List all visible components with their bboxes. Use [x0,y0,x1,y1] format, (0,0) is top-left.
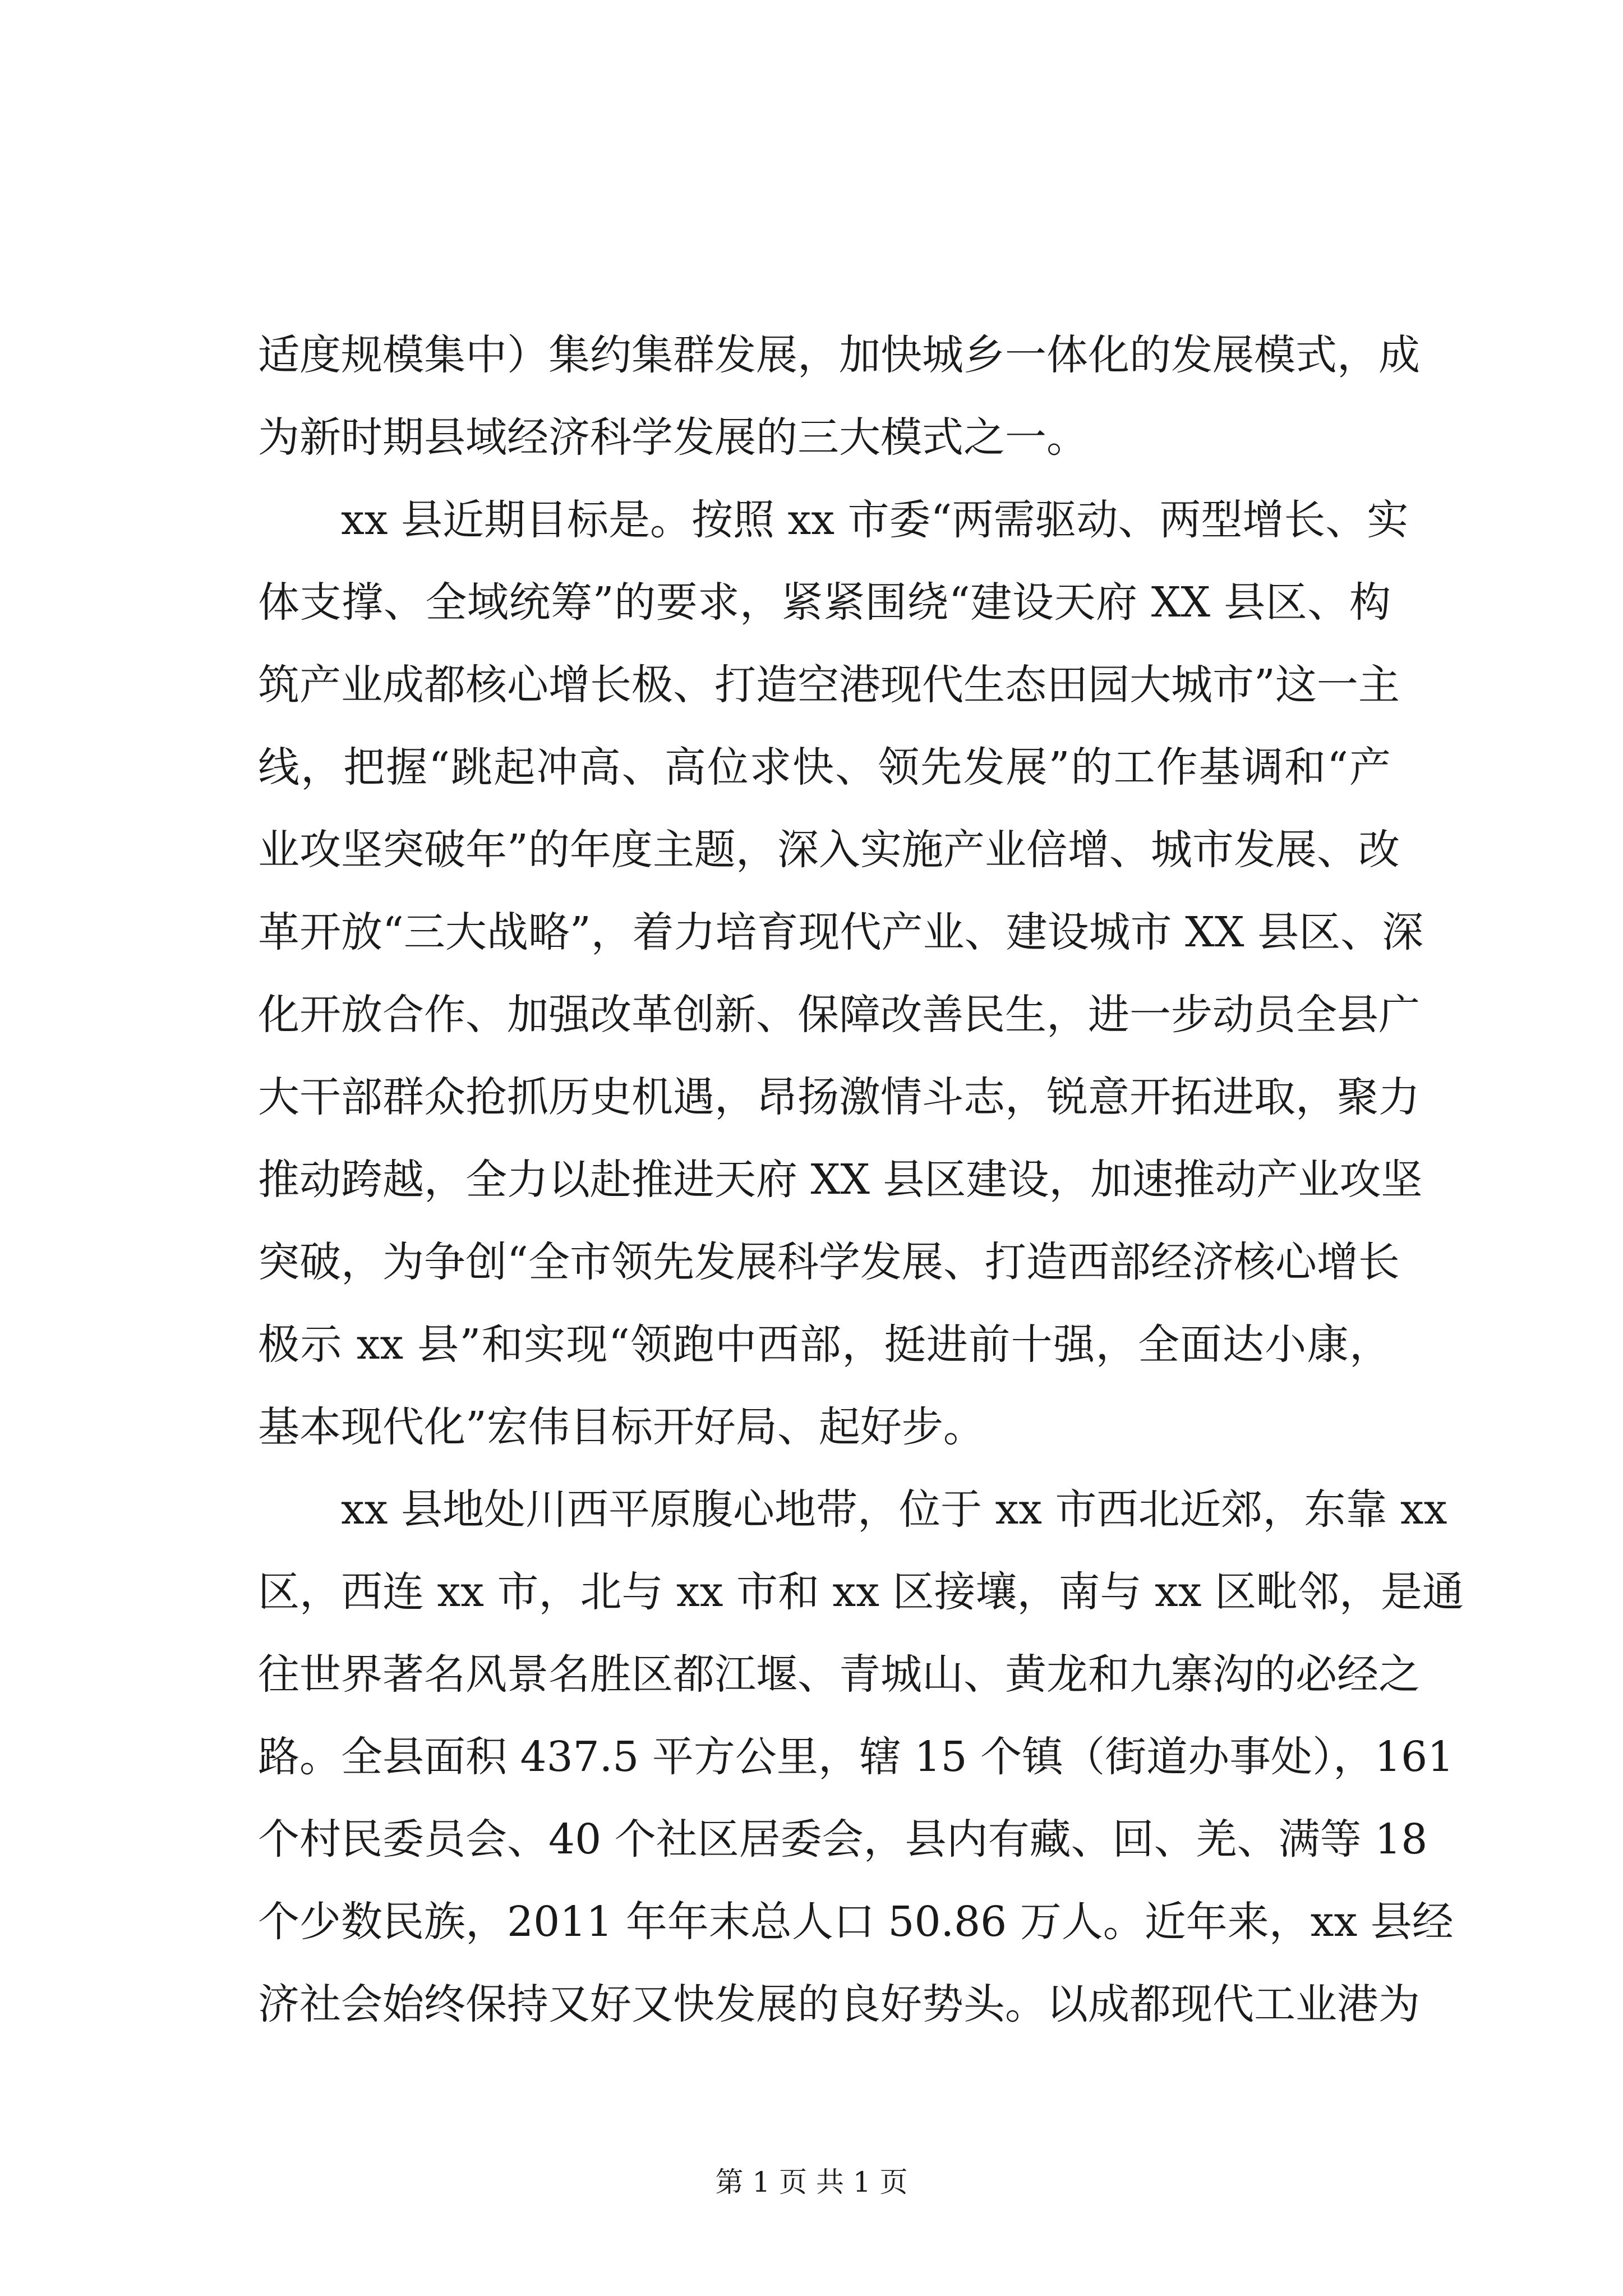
text-line: 业攻坚突破年”的年度主题，深入实施产业倍增、城市发展、改 [258,826,1400,874]
text-line: 体支撑、全域统筹”的要求，紧紧围绕“建设天府 XX 县区、构 [258,578,1391,627]
text-line: 适度规模集中）集约集群发展，加快城乡一体化的发展模式，成 [258,331,1420,379]
text-line: 化开放合作、加强改革创新、保障改善民生，进一步动员全县广 [258,991,1420,1039]
text-line: 突破，为争创“全市领先发展科学发展、打造西部经济核心增长 [258,1238,1400,1286]
text-line: 路。全县面积 437.5 平方公里，辖 15 个镇（街道办事处），161 [258,1733,1454,1781]
text-line: 济社会始终保持又好又快发展的良好势头。以成都现代工业港为 [258,1980,1420,2028]
paragraph-2 [258,479,1424,1469]
page-footer: 第 1 页 共 1 页 [715,2166,908,2198]
text-line: 为新时期县域经济科学发展的三大模式之一。 [258,413,1088,462]
text-line: 筑产业成都核心增长极、打造空港现代生态田园大城市”这一主 [258,661,1400,709]
text-line: 大干部群众抢抓历史机遇，昂扬激情斗志，锐意开拓进取，聚力 [258,1073,1420,1121]
text-line: 往世界著名风景名胜区都江堰、青城山、黄龙和九寨沟的必经之 [258,1650,1420,1699]
text-line: xx 县地处川西平原腹心地带，位于 xx 市西北近郊，东靠 xx [341,1485,1447,1534]
text-line: 基本现代化”宏伟目标开好局、起好步。 [258,1403,985,1451]
text-line: 个村民委员会、40 个社区居委会，县内有藏、回、羌、满等 18 [258,1815,1428,1864]
paragraph-1 [258,314,1420,479]
document-body [258,314,1464,2046]
text-line: 极示 xx 县”和实现“领跑中西部，挺进前十强，全面达小康， [258,1320,1391,1369]
text-line: 线，把握“跳起冲高、高位求快、领先发展”的工作基调和“产 [258,743,1391,792]
paragraph-3 [258,1469,1464,2046]
text-line: 区，西连 xx 市，北与 xx 市和 xx 区接壤，南与 xx 区毗邻，是通 [258,1568,1464,1616]
text-line: 革开放“三大战略”，着力培育现代产业、建设城市 XX 县区、深 [258,908,1424,956]
text-line: 推动跨越，全力以赴推进天府 XX 县区建设，加速推动产业攻坚 [258,1156,1423,1204]
text-line: xx 县近期目标是。按照 xx 市委“两需驱动、两型增长、实 [341,496,1409,544]
text-line: 个少数民族，2011 年年末总人口 50.86 万人。近年来，xx 县经 [258,1898,1454,1946]
